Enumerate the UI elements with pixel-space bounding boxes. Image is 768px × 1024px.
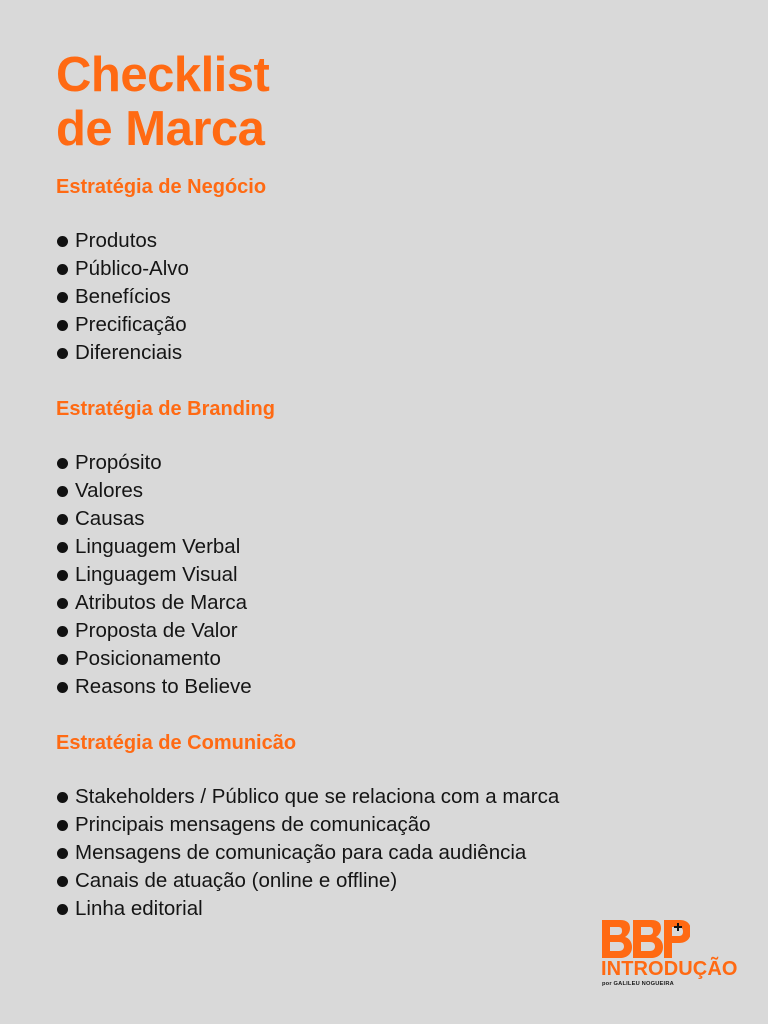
list-item bbox=[56, 895, 716, 923]
bullet-icon bbox=[57, 348, 68, 359]
branding-strategy-heading: Estratégia de Branding bbox=[56, 398, 275, 420]
list-item-label: Diferenciais bbox=[75, 341, 183, 364]
bullet-icon bbox=[57, 904, 68, 915]
list-item bbox=[56, 283, 716, 311]
list-item-label: Benefícios bbox=[75, 285, 171, 308]
list-item bbox=[56, 589, 716, 617]
list-item bbox=[56, 617, 716, 645]
logo-credit: por GALILEU NOGUEIRA bbox=[602, 981, 674, 987]
bullet-icon bbox=[57, 236, 68, 247]
bullet-icon bbox=[57, 682, 68, 693]
list-item-label: Causas bbox=[75, 507, 145, 530]
bullet-icon bbox=[57, 542, 68, 553]
bullet-icon bbox=[57, 820, 68, 831]
list-item bbox=[56, 839, 716, 867]
list-item bbox=[56, 227, 716, 255]
bullet-icon bbox=[57, 792, 68, 803]
bullet-icon bbox=[57, 264, 68, 275]
list-item-label: Público-Alvo bbox=[75, 257, 189, 280]
list-item-label: Proposta de Valor bbox=[75, 619, 238, 642]
communication-strategy-list bbox=[56, 783, 716, 923]
list-item-label: Stakeholders / Público que se relaciona com a marca bbox=[75, 785, 560, 808]
bullet-icon bbox=[57, 626, 68, 637]
bullet-icon bbox=[57, 876, 68, 887]
list-item bbox=[56, 533, 716, 561]
business-strategy-heading: Estratégia de Negócio bbox=[56, 176, 267, 198]
list-item-label: Posicionamento bbox=[75, 647, 221, 670]
list-item-label: Produtos bbox=[75, 229, 158, 252]
list-item-label: Linguagem Verbal bbox=[75, 535, 241, 558]
list-item-label: Linguagem Visual bbox=[75, 563, 238, 586]
list-item-label: Propósito bbox=[75, 451, 162, 474]
list-item bbox=[56, 311, 716, 339]
list-item-label: Canais de atuação (online e offline) bbox=[75, 869, 398, 892]
page-title-line-1: Checklist bbox=[56, 48, 270, 102]
introducao-logo bbox=[601, 920, 741, 1004]
list-item bbox=[56, 449, 716, 477]
bullet-icon bbox=[57, 292, 68, 303]
list-item bbox=[56, 561, 716, 589]
business-strategy-section bbox=[56, 175, 716, 367]
bullet-icon bbox=[57, 320, 68, 331]
list-item bbox=[56, 783, 716, 811]
business-strategy-list bbox=[56, 227, 716, 367]
bullet-icon bbox=[57, 514, 68, 525]
logo-wordmark: INTRODUÇÃO bbox=[601, 958, 738, 980]
communication-strategy-section bbox=[56, 731, 716, 923]
brand-checklist-document bbox=[56, 48, 716, 923]
bullet-icon bbox=[57, 598, 68, 609]
branding-strategy-section bbox=[56, 397, 716, 701]
list-item bbox=[56, 673, 716, 701]
list-item-label: Precificação bbox=[75, 313, 187, 336]
list-item bbox=[56, 505, 716, 533]
bullet-icon bbox=[57, 654, 68, 665]
branding-strategy-list bbox=[56, 449, 716, 701]
list-item bbox=[56, 645, 716, 673]
list-item bbox=[56, 339, 716, 367]
list-item-label: Principais mensagens de comunicação bbox=[75, 813, 431, 836]
list-item bbox=[56, 867, 716, 895]
list-item bbox=[56, 811, 716, 839]
list-item-label: Valores bbox=[75, 479, 143, 502]
list-item-label: Mensagens de comunicação para cada audiência bbox=[75, 841, 527, 864]
list-item bbox=[56, 255, 716, 283]
bullet-icon bbox=[57, 848, 68, 859]
list-item-label: Atributos de Marca bbox=[75, 591, 248, 614]
list-item-label: Linha editorial bbox=[75, 897, 203, 920]
bullet-icon bbox=[57, 570, 68, 581]
list-item bbox=[56, 477, 716, 505]
bullet-icon bbox=[57, 486, 68, 497]
communication-strategy-heading: Estratégia de Comunicão bbox=[56, 732, 297, 754]
bbp-plus-logo-icon bbox=[602, 920, 690, 958]
page-title-line-2: de Marca bbox=[56, 102, 265, 156]
list-item-label: Reasons to Believe bbox=[75, 675, 252, 698]
bullet-icon bbox=[57, 458, 68, 469]
page-title bbox=[56, 48, 716, 156]
